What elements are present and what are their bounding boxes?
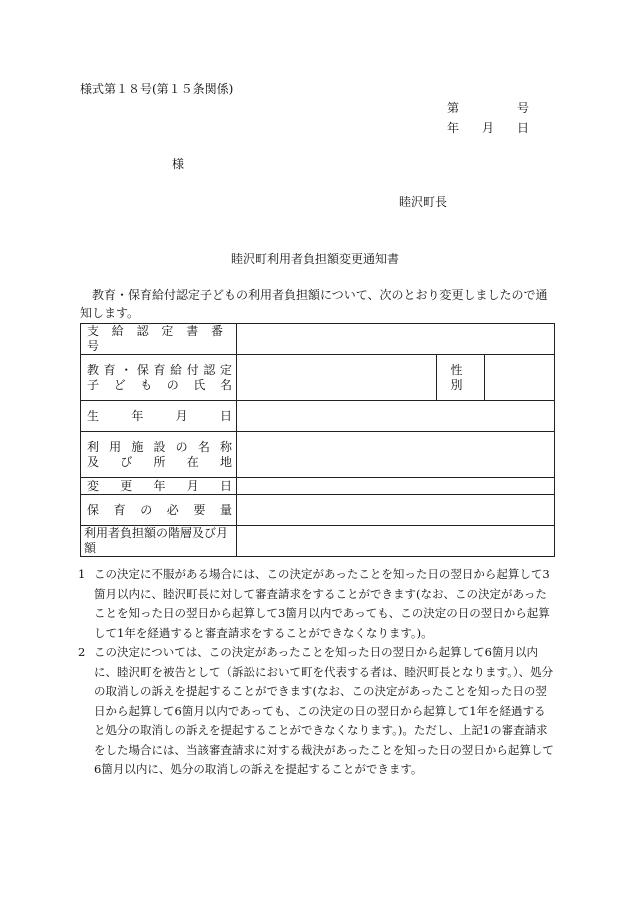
facility-label-line1: 利用施設の名称 (87, 439, 232, 454)
notification-form-table (80, 323, 555, 557)
form-number: 様式第１８号(第１５条関係) (80, 82, 234, 96)
note-text: この決定に不服がある場合には、この決定があったことを知った日の翌日から起算して3箇月以内に、睦沢町長に対して審査請求をすることができます(なお、この決定があったことを知った日の翌日から起算して3箇月以内であっても、この決定の日の翌日から起算して1年を経過すると審査請求をすることができなくなります。)。 (94, 567, 550, 640)
cert-number-field[interactable] (237, 324, 555, 355)
document-number-line (447, 99, 529, 116)
child-name-field[interactable] (237, 355, 437, 401)
note-item (78, 565, 554, 643)
change-date-label: 変更年月日 (81, 478, 237, 495)
table-row (81, 324, 555, 355)
table-row (81, 478, 555, 495)
addressee-suffix: 様 (172, 157, 185, 171)
note-number: 2 (78, 645, 86, 659)
sender-name: 睦沢町長 (399, 195, 448, 209)
table-row (81, 495, 555, 526)
document-title: 睦沢町利用者負担額変更通知書 (230, 252, 399, 266)
note-item (78, 643, 554, 780)
date-year-label: 年 (447, 121, 460, 135)
note-text: この決定については、この決定があったことを知った日の翌日から起算して6箇月以内に、睦沢町を被告として（訴訟において町を代表する者は、睦沢町長となります。）、処分の取消しの訴えを提起することができます(なお、この決定があったことを知った日の翌日から起算して6箇月以内であっても、この決定の日の翌日から起算して1年を経過すると処分の取消しの訴えを提起することができなくなります。)。ただし、上記1の審査請求をした場合には、当該審査請求に対する裁決があったことを知った日の翌日から起算して6箇月以内に、処分の取消しの訴えを提起することができます。 (94, 645, 554, 776)
gender-field[interactable] (485, 355, 555, 401)
birthdate-field[interactable] (237, 401, 555, 432)
fee-label: 利用者負担額の階層及び月額 (81, 526, 237, 557)
change-date-field[interactable] (237, 478, 555, 495)
care-need-field[interactable] (237, 495, 555, 526)
number-suffix: 号 (516, 101, 529, 115)
fee-field[interactable] (237, 526, 555, 557)
care-need-label: 保育の必要量 (81, 495, 237, 526)
notes-section (78, 565, 554, 780)
intro-paragraph: 教育・保育給付認定子どもの利用者負担額について、次のとおり変更しましたので通知します。 (80, 288, 548, 320)
date-month-label: 月 (481, 121, 494, 135)
birthdate-label: 生年月日 (81, 401, 237, 432)
cert-number-label: 支給認定書番号 (81, 324, 237, 355)
facility-label-line2: 及び所在地 (87, 454, 232, 469)
facility-field[interactable] (237, 432, 555, 478)
table-row (81, 526, 555, 557)
child-name-label-line1: 教育・保育給付認定 (87, 362, 232, 377)
child-name-label-line2: 子どもの氏名 (87, 377, 232, 392)
date-day-label: 日 (516, 121, 529, 135)
number-prefix: 第 (447, 101, 460, 115)
date-line (447, 119, 529, 136)
gender-label: 性別 (437, 355, 485, 401)
note-number: 1 (78, 567, 86, 581)
table-row (81, 432, 555, 478)
table-row (81, 401, 555, 432)
child-name-label (81, 355, 237, 401)
table-row (81, 355, 555, 401)
facility-label (81, 432, 237, 478)
